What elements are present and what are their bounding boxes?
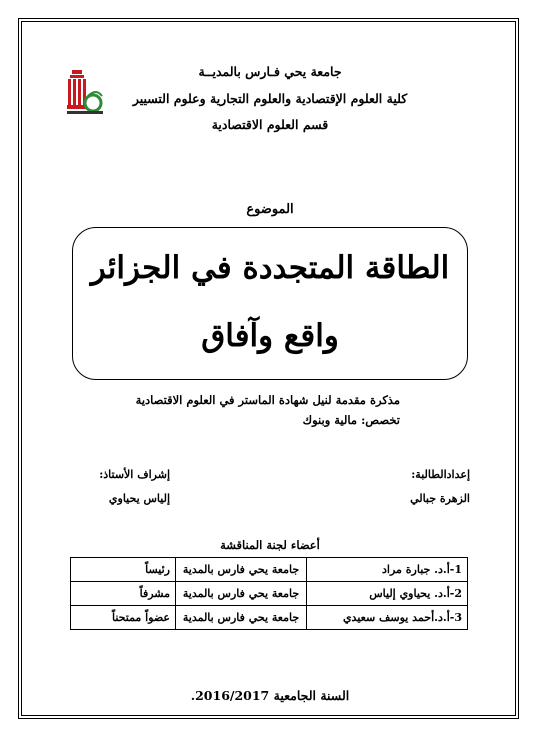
member-role: رئيساً <box>71 558 176 582</box>
member-university: جامعة يحي فارس بالمدية <box>176 558 307 582</box>
university-logo-icon <box>66 66 104 118</box>
member-role: مشرفاً <box>71 582 176 606</box>
student-name: الزهرة جبالي <box>410 492 470 505</box>
table-row <box>71 582 468 606</box>
topic-label: الموضوع <box>246 202 294 217</box>
table-row <box>71 558 468 582</box>
thesis-title-line1: الطاقة المتجددة في الجزائر <box>90 250 450 286</box>
specialty: تخصص: مالية وبنوك <box>302 413 400 427</box>
member-name: 2-أ.د. يحياوي إلياس <box>307 582 468 606</box>
department-name: قسم العلوم الاقتصادية <box>211 117 329 132</box>
title-box <box>72 227 468 380</box>
supervisor-label: إشراف الأستاذ: <box>99 468 170 481</box>
committee-title: أعضاء لجنة المناقشة <box>220 538 320 552</box>
member-name: 3-أ.د.أحمد يوسف سعيدي <box>307 606 468 630</box>
member-role: عضواً ممتحناً <box>71 606 176 630</box>
member-university: جامعة يحي فارس بالمدية <box>176 582 307 606</box>
memo-description: مذكرة مقدمة لنيل شهادة الماستر في العلوم الاقتصادية <box>135 393 400 407</box>
member-name: 1-أ.د. جبارة مراد <box>307 558 468 582</box>
table-row <box>71 606 468 630</box>
supervisor-name: إلياس يحياوي <box>108 492 170 505</box>
academic-year: السنة الجامعية 2016/2017. <box>190 688 350 703</box>
student-label: إعدادالطالبة: <box>411 468 470 481</box>
faculty-name: كلية العلوم الإقتصادية والعلوم التجارية وعلوم التسيير <box>132 91 408 106</box>
university-name: جامعة يحي فـارس بالمديــة <box>198 64 342 79</box>
thesis-title-line2: واقع وآفاق <box>201 318 339 354</box>
committee-table <box>70 557 468 630</box>
member-university: جامعة يحي فارس بالمدية <box>176 606 307 630</box>
